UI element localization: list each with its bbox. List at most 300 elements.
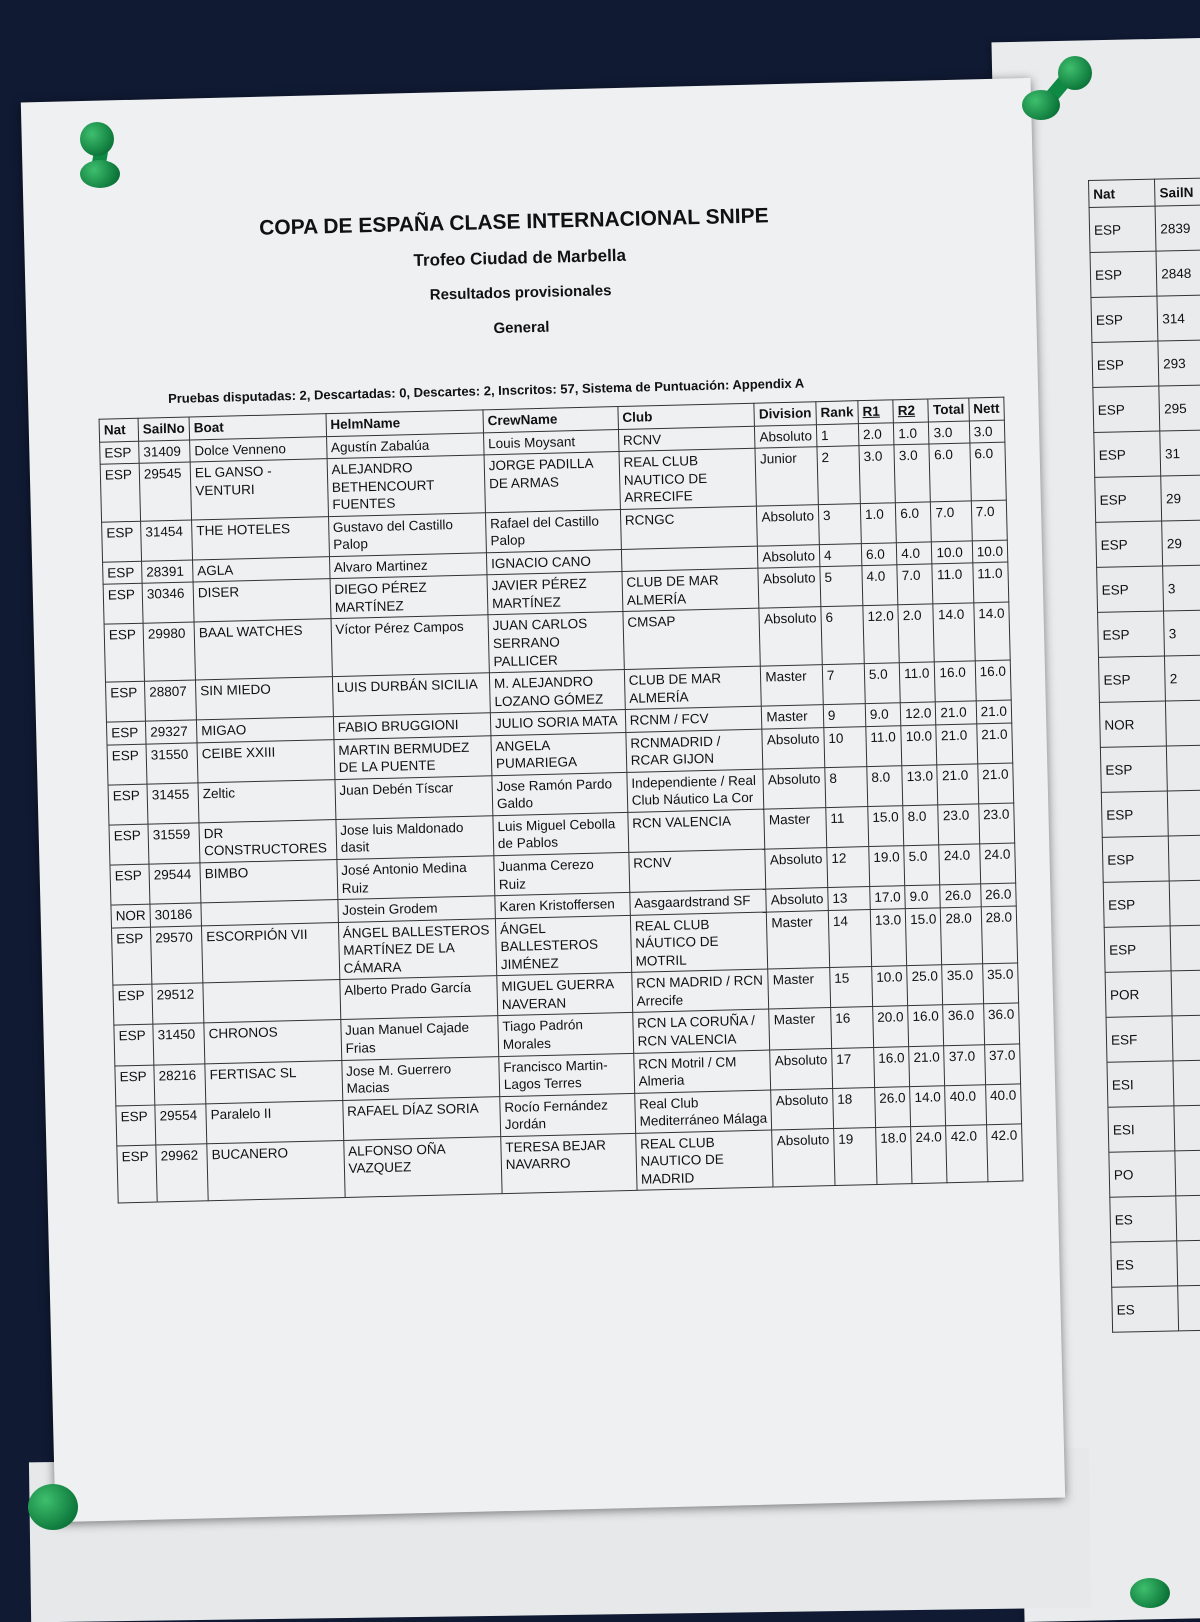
cell-rank: 17 xyxy=(832,1047,875,1088)
right-cell-sail: 29 xyxy=(1162,520,1200,567)
cell-club: RCNGC xyxy=(620,506,758,549)
green-pin-icon xyxy=(1022,90,1060,120)
right-cell-nat: ESP xyxy=(1092,341,1159,387)
right-cell-sail xyxy=(1172,1014,1200,1061)
right-cell-nat: ES xyxy=(1110,1196,1177,1242)
cell-helm: RAFAEL DÍAZ SORIA xyxy=(342,1096,500,1140)
col-nett: Nett xyxy=(968,397,1004,420)
cell-nat: ESP xyxy=(111,927,151,986)
cell-total: 21.0 xyxy=(937,764,978,805)
right-table-row xyxy=(1111,1239,1200,1287)
cell-club: Aasgaardstrand SF xyxy=(630,889,767,915)
cell-nett: 6.0 xyxy=(970,442,1007,500)
cell-r1: 11.0 xyxy=(866,725,902,766)
right-cell-nat: ESI xyxy=(1108,1106,1175,1152)
cell-nat: ESP xyxy=(106,721,146,744)
cell-r1: 20.0 xyxy=(873,1006,909,1047)
cell-rank: 16 xyxy=(831,1007,874,1048)
cell-helm: Agustín Zabalúa xyxy=(326,432,484,458)
cell-nat: ESP xyxy=(110,864,150,905)
cell-club: CLUB DE MAR ALMERÍA xyxy=(624,666,762,709)
right-table-row xyxy=(1098,654,1200,702)
cell-club: REAL CLUB NAUTICO DE MADRID xyxy=(635,1130,773,1191)
cell-r1: 3.0 xyxy=(859,445,896,503)
cell-helm: Jose M. Guerrero Macias xyxy=(341,1056,499,1100)
right-table-row xyxy=(1112,1284,1200,1332)
cell-rank: 14 xyxy=(828,909,871,968)
cell-sailno: 29570 xyxy=(150,926,202,985)
cell-total: 37.0 xyxy=(944,1044,985,1085)
cell-division: Absoluto xyxy=(755,424,817,448)
cell-r2: 2.0 xyxy=(898,604,935,662)
cell-nat: ESP xyxy=(109,824,149,865)
results-sheet xyxy=(21,78,1065,1522)
right-cell-sail: 3 xyxy=(1163,564,1200,611)
cell-helm: LUIS DURBÁN SICILIA xyxy=(332,673,490,717)
green-pin-icon xyxy=(1058,56,1092,90)
cell-rank: 4 xyxy=(819,543,862,567)
cell-rank: 12 xyxy=(827,847,870,888)
cell-club: RCNM / FCV xyxy=(625,706,762,732)
cell-rank: 15 xyxy=(830,967,873,1008)
cell-total: 3.0 xyxy=(929,421,970,445)
cell-crew: ÁNGEL BALLESTEROS JIMÉNEZ xyxy=(495,915,631,976)
right-cell-sail xyxy=(1166,699,1200,746)
right-cell-sail xyxy=(1178,1284,1200,1331)
cell-nett: 35.0 xyxy=(982,963,1018,1004)
right-cell-nat: ESP xyxy=(1093,386,1160,432)
right-cell-sail: 314 xyxy=(1157,295,1200,342)
page-title: COPA DE ESPAÑA CLASE INTERNACIONAL SNIPE xyxy=(258,204,769,240)
cell-nat: ESP xyxy=(103,584,143,625)
cell-r1: 19.0 xyxy=(869,846,905,887)
cell-division: Absoluto xyxy=(763,767,826,809)
cell-nett: 16.0 xyxy=(975,660,1011,701)
cell-boat: CHRONOS xyxy=(204,1020,342,1063)
cell-crew: IGNACIO CANO xyxy=(486,549,621,575)
cell-sailno: 31559 xyxy=(148,823,200,864)
cell-rank: 11 xyxy=(826,807,869,848)
cell-nett: 7.0 xyxy=(971,500,1007,541)
cell-nett: 11.0 xyxy=(973,562,1009,603)
cell-nett: 3.0 xyxy=(969,420,1005,443)
cell-nett: 21.0 xyxy=(976,700,1012,723)
cell-division: Absoluto xyxy=(766,888,828,912)
cell-division: Absoluto xyxy=(771,1088,834,1130)
col-nat: Nat xyxy=(99,418,139,441)
cell-boat: Paralelo II xyxy=(206,1100,344,1143)
results-category: General xyxy=(493,318,550,338)
cell-helm: ALEJANDRO BETHENCOURT FUENTES xyxy=(327,455,486,516)
right-cell-nat: ESP xyxy=(1089,206,1156,252)
right-cell-nat: PO xyxy=(1109,1151,1176,1197)
cell-club: RCN MADRID / RCN Arrecife xyxy=(631,969,769,1012)
cell-nett: 23.0 xyxy=(978,803,1014,844)
cell-helm: Alvaro Martinez xyxy=(329,553,487,579)
cell-rank: 10 xyxy=(824,726,867,767)
cell-nat: ESP xyxy=(100,441,140,464)
green-pin-icon xyxy=(28,1484,78,1530)
cell-crew: Juanma Cerezo Ruiz xyxy=(494,852,630,895)
cell-division: Master xyxy=(768,968,831,1010)
cell-r2: 25.0 xyxy=(907,965,943,1006)
cell-helm: ALFONSO OÑA VAZQUEZ xyxy=(343,1136,502,1197)
cell-total: 7.0 xyxy=(931,501,972,542)
cell-boat: SIN MIEDO xyxy=(195,677,333,720)
right-table-row xyxy=(1103,879,1200,927)
cell-rank: 2 xyxy=(817,446,860,505)
cell-total: 10.0 xyxy=(932,541,973,565)
cell-sailno: 29327 xyxy=(145,720,197,744)
cell-total: 36.0 xyxy=(943,1004,984,1045)
cell-nett: 28.0 xyxy=(981,906,1018,964)
cell-division: Master xyxy=(762,705,824,729)
cell-boat: Zeltic xyxy=(198,779,336,822)
right-cell-sail xyxy=(1176,1194,1200,1241)
right-cell-sail: 2848 xyxy=(1156,250,1200,297)
cell-r1: 2.0 xyxy=(858,422,894,445)
right-cell-sail: 293 xyxy=(1158,340,1200,387)
cell-total: 28.0 xyxy=(941,907,983,966)
cell-crew: Luis Miguel Cebolla de Pablos xyxy=(493,812,629,855)
cell-nett: 21.0 xyxy=(976,723,1012,764)
cell-helm: Gustavo del Castillo Palop xyxy=(328,513,486,557)
cell-total: 42.0 xyxy=(946,1124,988,1183)
cell-club: Real Club Mediterráneo Málaga xyxy=(634,1090,772,1133)
cell-nat: ESP xyxy=(104,624,144,683)
right-cell-sail xyxy=(1175,1149,1200,1196)
cell-r1: 9.0 xyxy=(865,703,901,726)
cell-sailno: 29512 xyxy=(152,983,204,1024)
right-cell-nat: ESP xyxy=(1098,611,1165,657)
cell-helm: ÁNGEL BALLESTEROS MARTÍNEZ DE LA CÁMARA xyxy=(338,918,497,979)
cell-nett: 10.0 xyxy=(972,540,1008,563)
cell-r2: 15.0 xyxy=(905,907,942,965)
cell-division: Absoluto xyxy=(758,545,820,569)
right-table-row xyxy=(1095,475,1200,523)
right-cell-nat: ESP xyxy=(1101,791,1168,837)
right-cell-sail xyxy=(1174,1104,1200,1151)
right-cell-nat: ESP xyxy=(1102,836,1169,882)
results-table xyxy=(99,397,1024,1204)
cell-nett: 36.0 xyxy=(983,1003,1019,1044)
right-cell-nat: NOR xyxy=(1099,701,1166,747)
cell-rank: 5 xyxy=(820,566,863,607)
cell-total: 21.0 xyxy=(936,724,977,765)
cell-r2: 4.0 xyxy=(896,542,932,565)
cell-crew: TERESA BEJAR NAVARRO xyxy=(501,1133,637,1194)
cell-nat: ESP xyxy=(105,681,145,722)
cell-nat: ESP xyxy=(108,784,148,825)
cell-boat: CEIBE XXIII xyxy=(197,739,335,782)
right-cell-sail: 29 xyxy=(1161,475,1200,522)
green-pin-icon xyxy=(1130,1578,1170,1608)
cell-helm: José Antonio Medina Ruiz xyxy=(337,856,495,900)
cell-helm: MARTIN BERMUDEZ DE LA PUENTE xyxy=(334,736,492,780)
cell-division: Master xyxy=(761,665,824,707)
right-table-row xyxy=(1101,789,1200,837)
cell-r2: 8.0 xyxy=(903,805,939,846)
cell-club: REAL CLUB NAUTICO DE ARRECIFE xyxy=(619,448,757,509)
cell-nett: 26.0 xyxy=(980,883,1016,906)
cell-boat: BIMBO xyxy=(200,860,338,903)
cell-rank: 18 xyxy=(832,1087,875,1128)
cell-r2: 14.0 xyxy=(910,1085,946,1126)
cell-total: 35.0 xyxy=(942,964,983,1005)
right-cell-sail: 3 xyxy=(1164,609,1200,656)
col-club: Club xyxy=(618,403,755,429)
cell-boat: MIGAO xyxy=(196,717,333,743)
cell-division: Absoluto xyxy=(757,504,820,546)
right-cell-nat: ESP xyxy=(1094,431,1161,477)
cell-rank: 19 xyxy=(833,1127,876,1186)
col-r2: R2 xyxy=(893,399,929,422)
cell-helm: Jose luis Maldonado dasit xyxy=(336,816,494,860)
cell-r1: 6.0 xyxy=(861,543,897,566)
right-table-row xyxy=(1110,1194,1200,1242)
cell-club: Independiente / Real Club Náutico La Cor xyxy=(627,769,765,812)
cell-crew: Tiago Padrón Morales xyxy=(498,1013,634,1056)
right-table-row xyxy=(1104,924,1200,972)
cell-total: 6.0 xyxy=(929,443,971,502)
cell-crew: JULIO SORIA MATA xyxy=(490,710,625,736)
cell-r2: 10.0 xyxy=(901,725,937,766)
cell-boat xyxy=(203,980,341,1023)
cell-sailno: 29545 xyxy=(139,462,191,521)
cell-division: Absoluto xyxy=(759,607,822,666)
cell-sailno: 28391 xyxy=(142,560,194,584)
cell-r2: 24.0 xyxy=(911,1125,948,1183)
col-crew: CrewName xyxy=(483,407,618,433)
cell-boat: BAAL WATCHES xyxy=(194,619,332,680)
cell-boat: DR CONSTRUCTORES xyxy=(199,820,337,863)
cell-total: 16.0 xyxy=(935,661,976,702)
right-cell-sail xyxy=(1169,879,1200,926)
cell-club: CLUB DE MAR ALMERÍA xyxy=(622,569,760,612)
col-sailno: SailNo xyxy=(138,417,190,441)
cell-crew: Jose Ramón Pardo Galdo xyxy=(492,772,628,815)
right-cell-nat: POR xyxy=(1105,971,1172,1017)
cell-total: 21.0 xyxy=(936,701,977,725)
cell-rank: 8 xyxy=(825,766,868,807)
cell-sailno: 28216 xyxy=(154,1063,206,1104)
col-rank: Rank xyxy=(816,401,859,425)
cell-boat: AGLA xyxy=(193,556,330,582)
cell-r1: 12.0 xyxy=(863,605,900,663)
cell-nat: ESP xyxy=(103,561,143,584)
cell-rank: 1 xyxy=(816,423,859,447)
right-table-row xyxy=(1107,1059,1200,1107)
cell-nat: ESP xyxy=(100,463,140,522)
right-table-row xyxy=(1089,205,1200,253)
right-cell-sail xyxy=(1173,1059,1200,1106)
cell-club: RCN Motril / CM Almeria xyxy=(633,1050,771,1093)
right-cell-sail: 2 xyxy=(1165,654,1200,701)
right-col-sail: SailN xyxy=(1155,178,1200,207)
cell-sailno: 29544 xyxy=(149,863,201,904)
cell-boat: Dolce Venneno xyxy=(190,436,327,462)
cell-boat: DISER xyxy=(193,579,331,622)
cell-division: Absoluto xyxy=(770,1048,833,1090)
right-cell-sail xyxy=(1177,1239,1200,1286)
cell-r2: 7.0 xyxy=(897,564,933,605)
right-cell-sail xyxy=(1171,969,1200,1016)
cell-nat: ESP xyxy=(113,984,153,1025)
cell-nett: 14.0 xyxy=(974,603,1011,661)
cell-nett: 24.0 xyxy=(979,843,1015,884)
cell-nat: ESP xyxy=(116,1105,156,1146)
right-cell-sail xyxy=(1167,744,1200,791)
cell-division: Absoluto xyxy=(772,1128,835,1187)
cell-crew: JAVIER PÉREZ MARTÍNEZ xyxy=(487,572,623,615)
right-cell-nat: ESP xyxy=(1103,881,1170,927)
right-cell-nat: ESP xyxy=(1104,926,1171,972)
green-pin-icon xyxy=(80,122,114,156)
cell-total: 24.0 xyxy=(939,844,980,885)
cell-r1: 8.0 xyxy=(867,766,903,807)
cell-crew: MIGUEL GUERRA NAVERAN xyxy=(497,973,633,1016)
cell-sailno: 31450 xyxy=(153,1023,205,1064)
cell-nat: NOR xyxy=(111,904,151,927)
cell-r2: 11.0 xyxy=(899,662,935,703)
right-table-row xyxy=(1099,699,1200,747)
cell-club: RCN LA CORUÑA / RCN VALENCIA xyxy=(632,1009,770,1052)
cell-crew: Karen Kristoffersen xyxy=(495,893,630,919)
right-table-row xyxy=(1091,295,1200,343)
right-cell-nat: ESP xyxy=(1100,746,1167,792)
cell-crew: Louis Moysant xyxy=(483,429,618,455)
cell-r2: 5.0 xyxy=(904,845,940,886)
right-table-row xyxy=(1098,609,1200,657)
right-cell-sail: 295 xyxy=(1159,385,1200,432)
cell-helm: Juan Debén Tíscar xyxy=(335,776,493,820)
cell-helm: Jostein Grodem xyxy=(337,896,495,922)
cell-rank: 3 xyxy=(818,503,861,544)
race-summary: Pruebas disputadas: 2, Descartadas: 0, Descartes: 2, Inscritos: 57, Sistema de Puntuación: Appendix A xyxy=(167,375,805,407)
cell-r2: 12.0 xyxy=(900,702,936,725)
right-cell-nat: ESF xyxy=(1106,1016,1173,1062)
cell-boat: FERTISAC SL xyxy=(205,1060,343,1103)
right-cell-sail: 31 xyxy=(1160,430,1200,477)
cell-total: 14.0 xyxy=(933,603,975,662)
cell-nat: ESP xyxy=(114,1025,154,1066)
right-cell-sail xyxy=(1169,834,1200,881)
cell-rank: 6 xyxy=(821,606,864,665)
cell-crew: JUAN CARLOS SERRANO PALLICER xyxy=(488,612,624,673)
right-cell-nat: ESI xyxy=(1107,1061,1174,1107)
cell-sailno: 29980 xyxy=(143,622,195,681)
cell-division: Absoluto xyxy=(765,848,828,890)
cell-club: CMSAP xyxy=(623,609,761,670)
cell-sailno: 30186 xyxy=(150,903,202,927)
cell-crew: JORGE PADILLA DE ARMAS xyxy=(484,452,620,513)
cell-crew: M. ALEJANDRO LOZANO GÓMEZ xyxy=(489,670,625,713)
cell-sailno: 29962 xyxy=(156,1144,208,1203)
col-helm: HelmName xyxy=(326,410,484,436)
cell-r2: 3.0 xyxy=(894,444,931,502)
cell-total: 23.0 xyxy=(938,804,979,845)
cell-r2: 9.0 xyxy=(905,885,941,908)
right-cell-nat: ESP xyxy=(1096,521,1163,567)
col-division: Division xyxy=(754,402,816,426)
right-table-row xyxy=(1109,1149,1200,1197)
cell-total: 11.0 xyxy=(932,563,973,604)
right-cell-nat: ESP xyxy=(1091,296,1158,342)
right-table-row xyxy=(1106,1014,1200,1062)
cell-nat: ESP xyxy=(115,1065,155,1106)
cell-crew: ANGELA PUMARIEGA xyxy=(491,732,627,775)
cell-helm: DIEGO PÉREZ MARTÍNEZ xyxy=(330,575,488,619)
cell-division: Junior xyxy=(755,447,818,506)
cell-nat: ESP xyxy=(117,1145,157,1204)
cell-r1: 5.0 xyxy=(864,663,900,704)
cell-division: Master xyxy=(767,910,830,969)
cell-boat: ESCORPIÓN VII xyxy=(201,922,339,983)
right-table-row xyxy=(1097,564,1200,612)
cell-r1: 26.0 xyxy=(874,1086,910,1127)
right-cell-nat: ESP xyxy=(1098,656,1165,702)
cell-sailno: 28807 xyxy=(144,680,196,721)
right-cell-nat: ES xyxy=(1112,1286,1179,1332)
right-cell-nat: ESP xyxy=(1097,566,1164,612)
right-table-row xyxy=(1100,744,1200,792)
cell-r1: 18.0 xyxy=(875,1126,912,1184)
cell-r1: 16.0 xyxy=(874,1046,910,1087)
cell-boat: EL GANSO - VENTURI xyxy=(190,459,328,520)
title-block xyxy=(24,198,1037,349)
cell-r1: 13.0 xyxy=(870,908,907,966)
right-cell-sail: 2839 xyxy=(1155,205,1200,252)
cell-helm: Juan Manuel Cajade Frias xyxy=(340,1016,498,1060)
cell-r1: 1.0 xyxy=(860,503,896,544)
cell-total: 26.0 xyxy=(940,884,981,908)
cell-sailno: 31455 xyxy=(147,783,199,824)
col-r1: R1 xyxy=(858,400,894,423)
right-cell-nat: ES xyxy=(1111,1241,1178,1287)
page-subtitle: Trofeo Ciudad de Marbella xyxy=(413,245,627,271)
right-table-row xyxy=(1108,1104,1200,1152)
right-table-row xyxy=(1092,340,1200,388)
cell-club: RCNV xyxy=(629,849,767,892)
cell-rank: 9 xyxy=(823,704,866,728)
right-table-row xyxy=(1094,430,1200,478)
cell-r2: 6.0 xyxy=(895,502,931,543)
right-table-row xyxy=(1093,385,1200,433)
col-boat: Boat xyxy=(189,414,326,440)
cell-helm: FABIO BRUGGIONI xyxy=(333,713,491,739)
right-cell-nat: ESP xyxy=(1090,251,1157,297)
cell-boat: BUCANERO xyxy=(207,1140,345,1201)
cell-r1: 10.0 xyxy=(872,966,908,1007)
cell-nett: 42.0 xyxy=(986,1124,1023,1182)
cell-sailno: 31550 xyxy=(146,743,198,784)
cell-nat: ESP xyxy=(107,744,147,785)
cell-club: RCN VALENCIA xyxy=(628,809,766,852)
cell-boat xyxy=(201,900,338,926)
cell-helm: Alberto Prado García xyxy=(339,976,497,1020)
cell-helm: Víctor Pérez Campos xyxy=(331,615,490,676)
cell-r1: 15.0 xyxy=(868,806,904,847)
cell-crew: Francisco Martin-Lagos Terres xyxy=(499,1053,635,1096)
cell-division: Absoluto xyxy=(762,727,825,769)
right-cell-sail xyxy=(1168,789,1200,836)
cell-r2: 1.0 xyxy=(894,422,930,445)
right-table-row xyxy=(1090,250,1200,298)
right-col-nat: Nat xyxy=(1089,179,1156,207)
cell-nett: 21.0 xyxy=(977,763,1013,804)
cell-club xyxy=(621,546,758,572)
cell-total: 40.0 xyxy=(945,1084,986,1125)
